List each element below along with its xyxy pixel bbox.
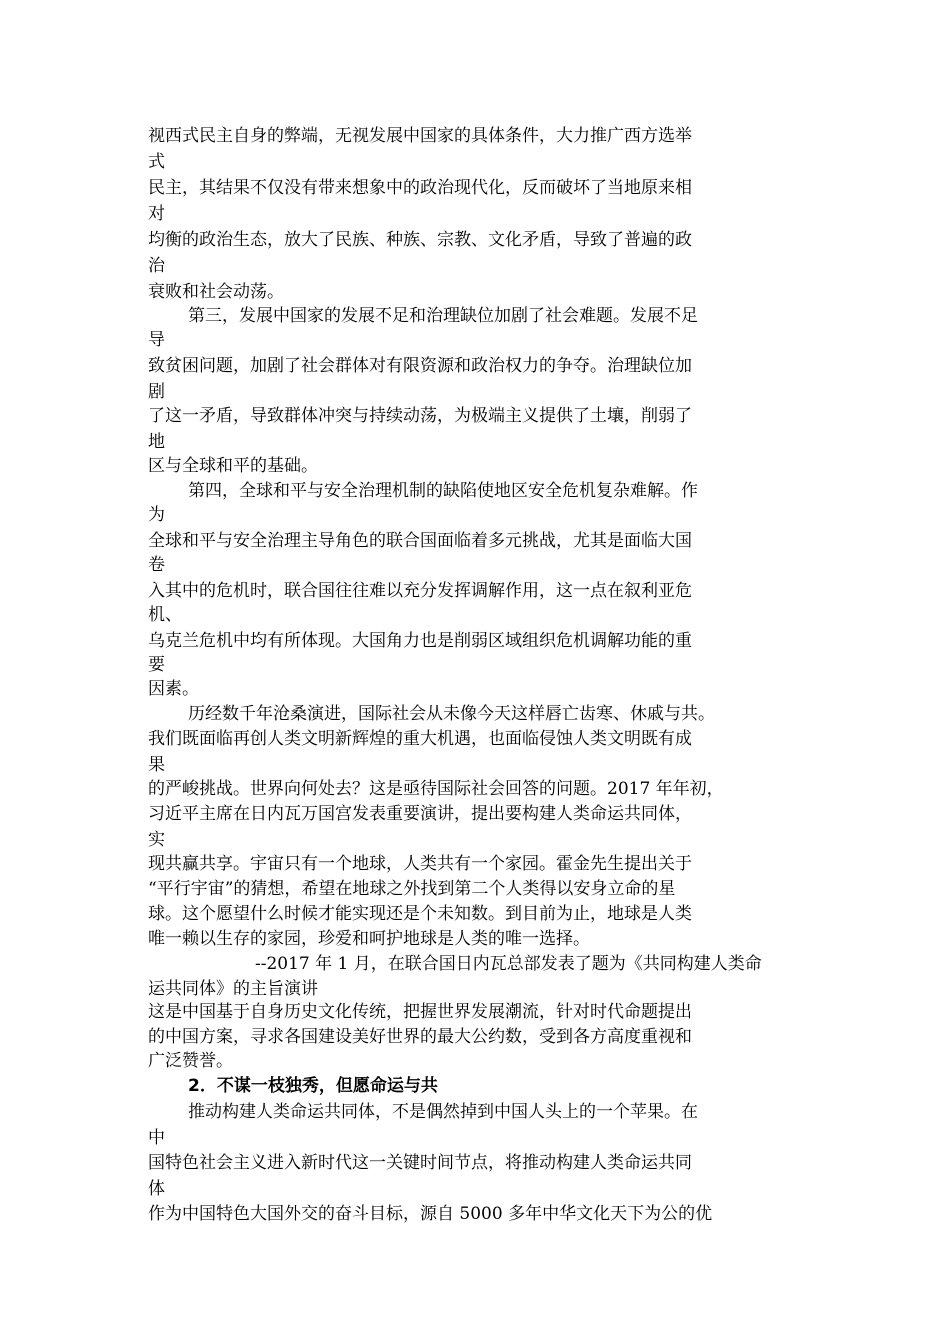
text-line: 第四，全球和平与安全治理机制的缺陷使地区安全危机复杂难解。作 xyxy=(188,481,698,501)
text-line: 我们既面临再创人类文明新辉煌的重大机遇，也面临侵蚀人类文明既有成 xyxy=(148,729,692,749)
text-line: 为 xyxy=(148,505,165,525)
text-line: 实 xyxy=(148,830,165,850)
text-line: 治 xyxy=(148,256,165,276)
text-line: “平行宇宙”的猜想，希望在地球之外找到第二个人类得以安身立命的星 xyxy=(148,879,676,899)
text-line: 作为中国特色大国外交的奋斗目标，源自 5000 多年中华文化天下为公的优 xyxy=(148,1204,713,1224)
text-line: 入其中的危机时，联合国往往难以充分发挥调解作用，这一点在叙利亚危 xyxy=(148,581,692,601)
text-line: 中 xyxy=(148,1128,165,1148)
text-line: 唯一赖以生存的家园，珍爱和呵护地球是人类的唯一选择。 xyxy=(148,929,590,949)
text-line: 现共赢共享。宇宙只有一个地球，人类共有一个家园。霍金先生提出关于 xyxy=(148,854,692,874)
text-line: 式 xyxy=(148,152,165,172)
section-heading: 2．不谋一枝独秀，但愿命运与共 xyxy=(188,1076,438,1096)
text-line: 导 xyxy=(148,330,165,350)
text-line: 视西式民主自身的弊端，无视发展中国家的具体条件，大力推广西方选举 xyxy=(148,126,692,146)
text-line: 民主，其结果不仅没有带来想象中的政治现代化，反而破坏了当地原来相 xyxy=(148,178,692,198)
text-line: --2017 年 1 月，在联合国日内瓦总部发表了题为《共同构建人类命 xyxy=(255,954,762,974)
text-line: 推动构建人类命运共同体，不是偶然掉到中国人头上的一个苹果。在 xyxy=(188,1102,698,1122)
text-line: 要 xyxy=(148,655,165,675)
text-line: 果 xyxy=(148,755,165,775)
text-line: 致贫困问题，加剧了社会群体对有限资源和政治权力的争夺。治理缺位加 xyxy=(148,356,692,376)
text-line: 第三，发展中国家的发展不足和治理缺位加剧了社会难题。发展不足 xyxy=(188,306,698,326)
text-line: 衰败和社会动荡。 xyxy=(148,282,284,302)
text-line: 了这一矛盾，导致群体冲突与持续动荡，为极端主义提供了土壤，削弱了 xyxy=(148,406,692,426)
text-line: 全球和平与安全治理主导角色的联合国面临着多元挑战，尤其是面临大国 xyxy=(148,531,692,551)
text-line: 均衡的政治生态，放大了民族、种族、宗教、文化矛盾，导致了普遍的政 xyxy=(148,230,692,250)
text-line: 机、 xyxy=(148,605,182,625)
text-line: 对 xyxy=(148,204,165,224)
text-line: 卷 xyxy=(148,555,165,575)
text-line: 乌克兰危机中均有所体现。大国角力也是削弱区域组织危机调解功能的重 xyxy=(148,631,692,651)
text-line: 地 xyxy=(148,432,165,452)
text-line: 习近平主席在日内瓦万国宫发表重要演讲，提出要构建人类命运共同体， xyxy=(148,804,692,824)
text-line: 国特色社会主义进入新时代这一关键时间节点，将推动构建人类命运共同 xyxy=(148,1153,692,1173)
text-line: 剧 xyxy=(148,382,165,402)
text-line: 的中国方案，寻求各国建设美好世界的最大公约数，受到各方高度重视和 xyxy=(148,1027,692,1047)
text-line: 因素。 xyxy=(148,679,199,699)
text-line: 体 xyxy=(148,1179,165,1199)
text-line: 这是中国基于自身历史文化传统，把握世界发展潮流，针对时代命题提出 xyxy=(148,1002,692,1022)
text-line: 的严峻挑战。世界向何处去？这是亟待国际社会回答的问题。2017 年年初， xyxy=(148,779,724,799)
text-line: 球。这个愿望什么时候才能实现还是个未知数。到目前为止，地球是人类 xyxy=(148,904,692,924)
text-line: 运共同体》的主旨演讲 xyxy=(148,979,318,999)
text-line: 广泛赞誉。 xyxy=(148,1051,233,1071)
text-line: 区与全球和平的基础。 xyxy=(148,456,318,476)
text-line: 历经数千年沧桑演进，国际社会从未像今天这样唇亡齿寒、休戚与共。 xyxy=(188,704,715,724)
